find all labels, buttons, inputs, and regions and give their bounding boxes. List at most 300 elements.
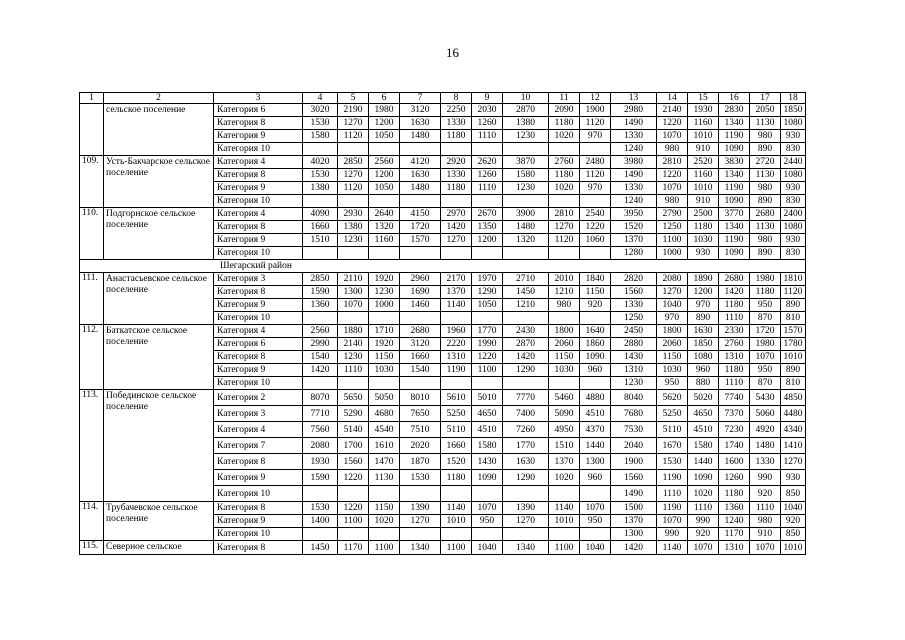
value-cell: 7230 (719, 422, 750, 438)
value-cell: 2760 (549, 156, 580, 169)
value-cell: 1480 (400, 182, 441, 195)
header-cell-7: 7 (400, 93, 441, 104)
value-cell: 2020 (400, 438, 441, 454)
value-cell: 1190 (657, 502, 688, 515)
value-cell: 1010 (688, 182, 719, 195)
value-cell: 1120 (781, 286, 806, 299)
value-cell: 4370 (580, 422, 611, 438)
value-cell (549, 247, 580, 260)
value-cell: 1240 (611, 143, 657, 156)
value-cell: 950 (472, 515, 503, 528)
value-cell: 1930 (688, 104, 719, 117)
value-cell: 1580 (472, 438, 503, 454)
value-cell: 1500 (611, 502, 657, 515)
value-cell: 1010 (781, 541, 806, 555)
value-cell (369, 486, 400, 502)
header-cell-9: 9 (472, 93, 503, 104)
value-cell: 1370 (549, 454, 580, 470)
value-cell: 1160 (688, 117, 719, 130)
value-cell: 4650 (472, 406, 503, 422)
value-cell: 980 (750, 182, 781, 195)
value-cell: 1360 (303, 299, 338, 312)
value-cell: 1340 (719, 117, 750, 130)
value-cell (580, 195, 611, 208)
value-cell: 3950 (611, 208, 657, 221)
value-cell: 1180 (441, 470, 472, 486)
value-cell: 1470 (369, 454, 400, 470)
value-cell: 1130 (369, 470, 400, 486)
category-cell: Категория 7 (214, 438, 303, 454)
value-cell: 1010 (781, 351, 806, 364)
settlement-name-cell: Северное сельское (104, 541, 214, 555)
value-cell: 2850 (338, 156, 369, 169)
table-row (80, 390, 806, 406)
value-cell: 1440 (580, 438, 611, 454)
value-cell: 7770 (503, 390, 549, 406)
value-cell: 1130 (750, 117, 781, 130)
category-cell: Категория 9 (214, 364, 303, 377)
value-cell: 1460 (400, 299, 441, 312)
value-cell (503, 247, 549, 260)
value-cell (400, 312, 441, 325)
value-cell: 4340 (781, 422, 806, 438)
value-cell: 1410 (781, 438, 806, 454)
value-cell: 4510 (580, 406, 611, 422)
value-cell: 2400 (781, 208, 806, 221)
value-cell: 1310 (719, 541, 750, 555)
category-cell: Категория 3 (214, 273, 303, 286)
value-cell: 930 (781, 130, 806, 143)
table-row (80, 273, 806, 286)
value-cell: 1120 (338, 182, 369, 195)
value-cell: 1520 (441, 454, 472, 470)
value-cell (303, 312, 338, 325)
value-cell (549, 312, 580, 325)
value-cell (503, 486, 549, 502)
value-cell: 980 (657, 143, 688, 156)
value-cell: 1120 (338, 130, 369, 143)
value-cell: 5090 (549, 406, 580, 422)
value-cell: 1530 (657, 454, 688, 470)
value-cell: 1530 (400, 470, 441, 486)
value-cell: 1570 (400, 234, 441, 247)
value-cell: 4510 (472, 422, 503, 438)
value-cell: 930 (781, 470, 806, 486)
category-cell: Категория 6 (214, 338, 303, 351)
header-cell-11: 11 (549, 93, 580, 104)
value-cell: 1020 (369, 515, 400, 528)
category-cell: Категория 8 (214, 221, 303, 234)
value-cell (441, 143, 472, 156)
value-cell: 1980 (750, 338, 781, 351)
value-cell: 1070 (657, 182, 688, 195)
value-cell: 2760 (719, 338, 750, 351)
value-cell: 2330 (719, 325, 750, 338)
value-cell: 1590 (303, 286, 338, 299)
value-cell: 980 (549, 299, 580, 312)
value-cell: 1220 (657, 169, 688, 182)
value-cell: 1990 (472, 338, 503, 351)
value-cell: 1170 (719, 528, 750, 541)
value-cell: 1100 (472, 364, 503, 377)
value-cell: 1080 (781, 117, 806, 130)
value-cell (549, 486, 580, 502)
value-cell: 1770 (503, 438, 549, 454)
value-cell: 1130 (750, 221, 781, 234)
value-cell: 1440 (688, 454, 719, 470)
value-cell: 2870 (503, 338, 549, 351)
table-row (80, 208, 806, 221)
value-cell: 1270 (503, 515, 549, 528)
value-cell: 1090 (472, 470, 503, 486)
value-cell: 2870 (503, 104, 549, 117)
value-cell (338, 143, 369, 156)
value-cell: 1540 (303, 351, 338, 364)
value-cell: 5430 (750, 390, 781, 406)
value-cell: 2170 (441, 273, 472, 286)
value-cell: 1140 (657, 541, 688, 555)
value-cell: 1330 (611, 182, 657, 195)
value-cell: 1090 (688, 470, 719, 486)
value-cell: 1110 (657, 486, 688, 502)
header-cell-4: 4 (303, 93, 338, 104)
value-cell: 2450 (611, 325, 657, 338)
value-cell: 8070 (303, 390, 338, 406)
value-cell: 1250 (657, 221, 688, 234)
value-cell: 1030 (369, 364, 400, 377)
value-cell: 5290 (338, 406, 369, 422)
value-cell: 1180 (549, 117, 580, 130)
value-cell: 1210 (549, 286, 580, 299)
value-cell: 1240 (611, 195, 657, 208)
value-cell: 1140 (549, 502, 580, 515)
value-cell: 1080 (781, 221, 806, 234)
value-cell: 1810 (781, 273, 806, 286)
header-cell-13: 13 (611, 93, 657, 104)
value-cell: 4680 (369, 406, 400, 422)
value-cell: 1420 (303, 364, 338, 377)
value-cell: 1690 (400, 286, 441, 299)
value-cell: 1050 (369, 182, 400, 195)
value-cell: 990 (750, 470, 781, 486)
header-cell-8: 8 (441, 93, 472, 104)
row-number-cell: 114. (80, 502, 104, 541)
value-cell: 920 (580, 299, 611, 312)
value-cell: 1320 (503, 234, 549, 247)
category-cell: Категория 8 (214, 169, 303, 182)
header-cell-5: 5 (338, 93, 369, 104)
value-cell: 2140 (657, 104, 688, 117)
value-cell: 830 (781, 247, 806, 260)
value-cell: 1110 (338, 364, 369, 377)
value-cell: 1370 (441, 286, 472, 299)
value-cell (503, 377, 549, 390)
value-cell: 1220 (338, 502, 369, 515)
value-cell: 1190 (719, 130, 750, 143)
value-cell (472, 312, 503, 325)
value-cell: 1140 (441, 299, 472, 312)
value-cell: 980 (750, 234, 781, 247)
value-cell: 1580 (503, 169, 549, 182)
value-cell: 850 (781, 486, 806, 502)
value-cell: 980 (750, 515, 781, 528)
value-cell: 1100 (369, 541, 400, 555)
value-cell: 950 (580, 515, 611, 528)
settlement-name-cell: сельское поселение (104, 104, 214, 156)
value-cell: 1330 (750, 454, 781, 470)
value-cell: 1370 (611, 515, 657, 528)
value-cell: 1050 (369, 130, 400, 143)
table-header-row (80, 93, 806, 104)
value-cell: 1270 (338, 169, 369, 182)
value-cell: 1030 (549, 364, 580, 377)
value-cell: 910 (750, 528, 781, 541)
value-cell (580, 312, 611, 325)
header-cell-12: 12 (580, 93, 611, 104)
value-cell: 1180 (441, 130, 472, 143)
value-cell: 1230 (369, 286, 400, 299)
value-cell: 4090 (303, 208, 338, 221)
value-cell: 1380 (503, 117, 549, 130)
value-cell: 2810 (549, 208, 580, 221)
table-row (80, 325, 806, 338)
value-cell: 1070 (472, 502, 503, 515)
header-cell-17: 17 (750, 93, 781, 104)
value-cell: 3020 (303, 104, 338, 117)
value-cell: 1660 (400, 351, 441, 364)
value-cell: 1480 (400, 130, 441, 143)
value-cell: 2050 (750, 104, 781, 117)
category-cell: Категория 4 (214, 156, 303, 169)
value-cell: 1660 (441, 438, 472, 454)
value-cell: 1800 (549, 325, 580, 338)
value-cell: 2060 (549, 338, 580, 351)
value-cell: 960 (580, 364, 611, 377)
value-cell: 1380 (338, 221, 369, 234)
value-cell: 1630 (688, 325, 719, 338)
value-cell: 1310 (719, 351, 750, 364)
value-cell: 1200 (369, 169, 400, 182)
category-cell: Категория 10 (214, 377, 303, 390)
value-cell: 890 (688, 312, 719, 325)
value-cell: 930 (781, 182, 806, 195)
value-cell (441, 486, 472, 502)
value-cell: 1270 (549, 221, 580, 234)
value-cell: 7400 (503, 406, 549, 422)
row-number-cell: 112. (80, 325, 104, 390)
value-cell: 1120 (580, 117, 611, 130)
header-cell-16: 16 (719, 93, 750, 104)
value-cell: 1920 (369, 338, 400, 351)
value-cell: 1580 (688, 438, 719, 454)
value-cell: 1190 (719, 182, 750, 195)
value-cell: 3770 (719, 208, 750, 221)
value-cell: 4480 (781, 406, 806, 422)
value-cell: 830 (781, 143, 806, 156)
category-cell: Категория 6 (214, 104, 303, 117)
category-cell: Категория 4 (214, 208, 303, 221)
value-cell: 1100 (338, 515, 369, 528)
value-cell: 1000 (369, 299, 400, 312)
value-cell: 1110 (719, 377, 750, 390)
value-cell: 850 (781, 528, 806, 541)
value-cell: 1180 (549, 169, 580, 182)
value-cell: 2250 (441, 104, 472, 117)
value-cell: 1700 (338, 438, 369, 454)
value-cell: 1040 (657, 299, 688, 312)
value-cell: 1190 (719, 234, 750, 247)
value-cell: 1240 (719, 515, 750, 528)
value-cell: 1230 (338, 351, 369, 364)
value-cell: 1560 (611, 286, 657, 299)
value-cell: 1180 (750, 286, 781, 299)
value-cell: 1230 (503, 130, 549, 143)
value-cell: 890 (781, 299, 806, 312)
value-cell: 2830 (719, 104, 750, 117)
category-cell: Категория 8 (214, 286, 303, 299)
value-cell: 1660 (303, 221, 338, 234)
value-cell: 1420 (611, 541, 657, 555)
value-cell: 1490 (611, 117, 657, 130)
value-cell: 1040 (781, 502, 806, 515)
value-cell: 1000 (657, 247, 688, 260)
settlement-name-cell: Усть-Бакчарское сельское поселение (104, 156, 214, 208)
value-cell: 2220 (441, 338, 472, 351)
value-cell: 3870 (503, 156, 549, 169)
settlement-name-cell: Трубачевское сельское поселение (104, 502, 214, 541)
value-cell: 4020 (303, 156, 338, 169)
value-cell: 1250 (611, 312, 657, 325)
value-cell: 1020 (688, 486, 719, 502)
value-cell: 1270 (400, 515, 441, 528)
value-cell: 4880 (580, 390, 611, 406)
value-cell: 1120 (580, 169, 611, 182)
value-cell: 2090 (549, 104, 580, 117)
category-cell: Категория 3 (214, 406, 303, 422)
value-cell: 1290 (503, 470, 549, 486)
value-cell: 1770 (472, 325, 503, 338)
table-row (80, 104, 806, 117)
value-cell (580, 486, 611, 502)
value-cell (503, 143, 549, 156)
value-cell: 1220 (338, 470, 369, 486)
value-cell: 2810 (657, 156, 688, 169)
value-cell: 5460 (549, 390, 580, 406)
value-cell (338, 377, 369, 390)
value-cell: 1450 (503, 286, 549, 299)
value-cell: 1070 (657, 515, 688, 528)
value-cell: 1290 (472, 286, 503, 299)
header-cell-2: 2 (104, 93, 214, 104)
value-cell: 1140 (441, 502, 472, 515)
value-cell: 1420 (441, 221, 472, 234)
value-cell: 1540 (400, 364, 441, 377)
value-cell: 1850 (688, 338, 719, 351)
value-cell: 1270 (338, 117, 369, 130)
value-cell: 2850 (303, 273, 338, 286)
value-cell (338, 312, 369, 325)
value-cell: 960 (688, 364, 719, 377)
value-cell: 1080 (781, 169, 806, 182)
value-cell: 3120 (400, 104, 441, 117)
value-cell: 980 (750, 130, 781, 143)
value-cell (472, 195, 503, 208)
value-cell: 920 (750, 486, 781, 502)
settlement-name-cell: Побединское сельское поселение (104, 390, 214, 502)
value-cell: 1330 (441, 117, 472, 130)
category-cell: Категория 10 (214, 486, 303, 502)
value-cell: 2110 (338, 273, 369, 286)
value-cell: 1320 (369, 221, 400, 234)
value-cell: 1490 (611, 169, 657, 182)
value-cell: 1090 (580, 351, 611, 364)
value-cell (580, 377, 611, 390)
value-cell: 1010 (549, 515, 580, 528)
value-cell: 1580 (303, 130, 338, 143)
value-cell: 1420 (503, 351, 549, 364)
value-cell: 1430 (611, 351, 657, 364)
value-cell: 1370 (611, 234, 657, 247)
header-cell-18: 18 (781, 93, 806, 104)
value-cell: 2820 (611, 273, 657, 286)
value-cell: 2190 (338, 104, 369, 117)
value-cell: 1070 (657, 130, 688, 143)
value-cell (369, 528, 400, 541)
value-cell: 4650 (688, 406, 719, 422)
value-cell: 1300 (338, 286, 369, 299)
value-cell: 1260 (472, 169, 503, 182)
value-cell (303, 377, 338, 390)
value-cell: 970 (688, 299, 719, 312)
value-cell: 1180 (719, 299, 750, 312)
value-cell: 2430 (503, 325, 549, 338)
value-cell (472, 486, 503, 502)
value-cell: 1340 (503, 541, 549, 555)
value-cell (303, 195, 338, 208)
value-cell: 1070 (750, 351, 781, 364)
category-cell: Категория 9 (214, 182, 303, 195)
value-cell: 1030 (688, 234, 719, 247)
value-cell: 890 (750, 143, 781, 156)
value-cell: 2030 (472, 104, 503, 117)
value-cell: 1530 (303, 502, 338, 515)
settlement-name-cell: Подгорнское сельское поселение (104, 208, 214, 260)
value-cell: 830 (781, 195, 806, 208)
header-cell-14: 14 (657, 93, 688, 104)
value-cell: 1270 (781, 454, 806, 470)
value-cell: 890 (781, 364, 806, 377)
value-cell: 1150 (657, 351, 688, 364)
value-cell: 2560 (369, 156, 400, 169)
value-cell: 1560 (611, 470, 657, 486)
value-cell (303, 486, 338, 502)
category-cell: Категория 8 (214, 502, 303, 515)
value-cell: 1530 (303, 169, 338, 182)
value-cell: 7260 (503, 422, 549, 438)
value-cell: 3900 (503, 208, 549, 221)
value-cell: 1130 (750, 169, 781, 182)
value-cell: 990 (688, 515, 719, 528)
value-cell: 930 (781, 234, 806, 247)
value-cell: 1360 (719, 502, 750, 515)
value-cell (303, 143, 338, 156)
value-cell: 1340 (719, 169, 750, 182)
table-row (80, 541, 806, 555)
value-cell (441, 377, 472, 390)
category-cell: Категория 4 (214, 325, 303, 338)
value-cell: 1710 (369, 325, 400, 338)
value-cell: 5610 (441, 390, 472, 406)
